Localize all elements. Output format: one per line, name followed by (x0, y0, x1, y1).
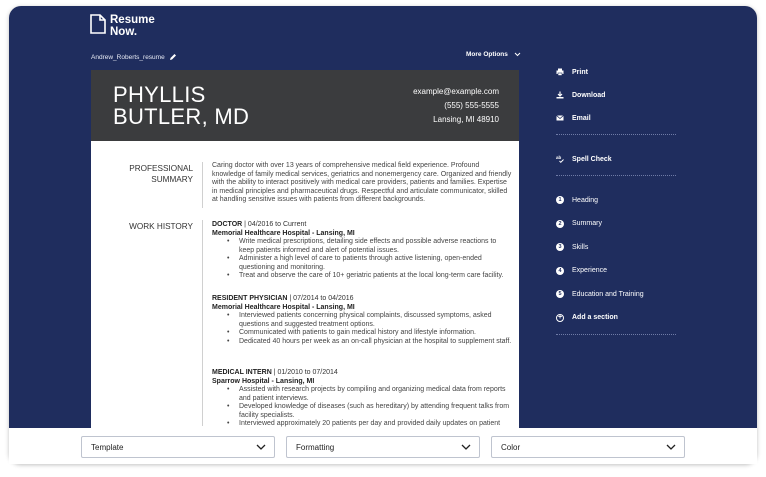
color-dropdown-label: Color (501, 442, 521, 452)
job-title-line (212, 221, 512, 230)
spacer (556, 230, 686, 242)
spacer (556, 324, 686, 334)
spacer (556, 124, 686, 134)
editor-sidebar (556, 66, 686, 335)
resume-name (113, 84, 249, 128)
step-label: Skills (572, 243, 589, 251)
job-bullet: • Write medical prescriptions, detailing side effects and possible adverse reactions to keep patients informed and alert of potential issues. (231, 238, 512, 255)
printer-icon (556, 68, 564, 76)
chevron-down-icon (514, 52, 521, 57)
resume-filename[interactable]: Andrew_Roberts_resume (91, 53, 165, 61)
more-options-button[interactable] (466, 51, 521, 58)
spacer (556, 176, 686, 194)
filename-row[interactable] (91, 53, 177, 61)
job-dates: | 01/2010 to 07/2014 (271, 369, 338, 376)
job-employer: Memorial Healthcare Hospital - Lansing, MI (212, 303, 355, 311)
job-entry (212, 221, 512, 281)
job-bullet: • Developed knowledge of diseases (such as hereditary) by attending frequent talks from facility specialists. (231, 403, 512, 420)
summary-label-line-1: PROFESSIONAL (129, 164, 193, 173)
work-history-label: WORK HISTORY (129, 222, 193, 231)
step-number-badge: 5 (556, 290, 564, 298)
step-number-badge: 3 (556, 243, 564, 251)
document-logo-icon (90, 14, 106, 34)
step-number-badge: 4 (556, 267, 564, 275)
job-title: DOCTOR (212, 221, 243, 228)
brand-line-2: Now. (110, 26, 138, 38)
spacer (556, 206, 686, 218)
resume-header (91, 70, 519, 141)
formatting-dropdown-label: Formatting (296, 442, 335, 452)
job-bullet: • Interviewed approximately 20 patients per day and provided daily updates on patient (231, 420, 512, 437)
job-employer: Memorial Healthcare Hospital - Lansing, MI (212, 229, 355, 237)
color-dropdown[interactable] (491, 436, 685, 458)
print-label: Print (572, 68, 588, 76)
spell-check-label: Spell Check (572, 155, 612, 163)
job-entry (212, 295, 512, 346)
job-bullet: • Communicated with patients to gain medical history and lifestyle information. (231, 329, 512, 338)
template-dropdown[interactable] (81, 436, 275, 458)
job-entry (212, 369, 512, 437)
step-label: Experience (572, 267, 608, 274)
summary-text: Caring doctor with over 13 years of comprehensive medical field experience. Profound knowledge of family medical services, geriatrics and nonemergency care. Organized and friendly with the ability to interact positively with medical care providers, patients and families. Expertise in medical principles and pharmaceutical drugs. Respectful and articulate communicator, skilled at handling sensitive issues with patients from different backgrounds. (212, 162, 512, 204)
spacer (556, 165, 686, 175)
job-bullets (231, 238, 512, 281)
step-label: Heading (572, 196, 599, 204)
job-bullet: • Administer a high level of care to patients through active listening, open-ended questioning and monitoring. (231, 255, 512, 272)
editor-window (9, 6, 757, 464)
add-section-label: Add a section (572, 314, 618, 321)
resume-contact (413, 85, 499, 127)
add-section-button[interactable] (556, 312, 686, 324)
template-dropdown-label: Template (91, 442, 124, 452)
pencil-icon[interactable] (169, 53, 177, 61)
brand-line-1: Resume (110, 14, 155, 26)
spell-check-button[interactable] (556, 153, 686, 165)
name-line-2: BUTLER, MD (113, 104, 250, 129)
job-bullet: • Interviewed patients concerning physical complaints, discussed symptoms, asked questions and suggested treatment options. (231, 312, 512, 329)
step-experience[interactable] (556, 265, 686, 277)
summary-label-line-2: SUMMARY (151, 175, 193, 184)
brand-name (110, 14, 155, 38)
job-bullet: • Treat and observe the care of 10+ geriatric patients at the local long-term care facility. (231, 272, 512, 281)
email-button[interactable] (556, 112, 686, 124)
job-bullet: • Dedicated 40 hours per week as an on-call physician at the hospital to supplement staff. (231, 338, 512, 347)
download-button[interactable] (556, 89, 686, 101)
job-title-line (212, 295, 512, 304)
spacer (556, 78, 686, 89)
name-line-1: PHYLLIS (113, 82, 206, 107)
spacer (556, 101, 686, 112)
job-title-line (212, 369, 512, 378)
step-number-badge: 2 (556, 220, 564, 228)
job-bullet: • Assisted with research projects by compiling and organizing medical data from reports and patient interviews. (231, 386, 512, 403)
contact-location: Lansing, MI 48910 (433, 115, 499, 124)
spacer (556, 253, 686, 265)
step-education[interactable] (556, 288, 686, 300)
contact-email: example@example.com (413, 87, 499, 96)
chevron-down-icon (461, 444, 471, 450)
step-summary[interactable] (556, 218, 686, 230)
download-icon (556, 91, 564, 99)
resume-preview[interactable] (91, 70, 519, 430)
spacer (556, 135, 686, 153)
step-skills[interactable] (556, 241, 686, 253)
job-employer: Sparrow Hospital - Lansing, MI (212, 377, 315, 385)
step-heading[interactable] (556, 194, 686, 206)
plus-circle-icon: + (557, 313, 563, 321)
step-number-badge: 1 (556, 196, 564, 204)
contact-phone: (555) 555-5555 (444, 101, 499, 110)
job-title: RESIDENT PHYSICIAN (212, 295, 288, 302)
svg-text:ab: ab (556, 155, 562, 160)
section-divider (202, 220, 203, 426)
step-label: Summary (572, 220, 602, 227)
job-dates: | 04/2016 to Current (242, 221, 307, 228)
bottom-toolbar (9, 428, 757, 464)
email-label: Email (572, 114, 591, 122)
more-options-label: More Options (466, 51, 508, 58)
step-label: Education and Training (572, 290, 644, 298)
summary-section (91, 162, 519, 212)
download-label: Download (572, 91, 606, 99)
formatting-dropdown[interactable] (286, 436, 480, 458)
brand-logo[interactable] (90, 14, 155, 38)
summary-section-label (113, 163, 193, 185)
job-bullets (231, 312, 512, 346)
job-title: MEDICAL INTERN (212, 369, 272, 376)
chevron-down-icon (256, 444, 266, 450)
job-dates: | 07/2014 to 04/2016 (287, 295, 354, 302)
spell-check-icon (556, 155, 564, 163)
section-divider (202, 162, 203, 208)
work-history-section (91, 220, 519, 430)
spacer (556, 300, 686, 312)
envelope-icon (556, 114, 564, 122)
sidebar-divider (556, 334, 676, 335)
print-button[interactable] (556, 66, 686, 78)
spacer (556, 277, 686, 289)
chevron-down-icon (666, 444, 676, 450)
